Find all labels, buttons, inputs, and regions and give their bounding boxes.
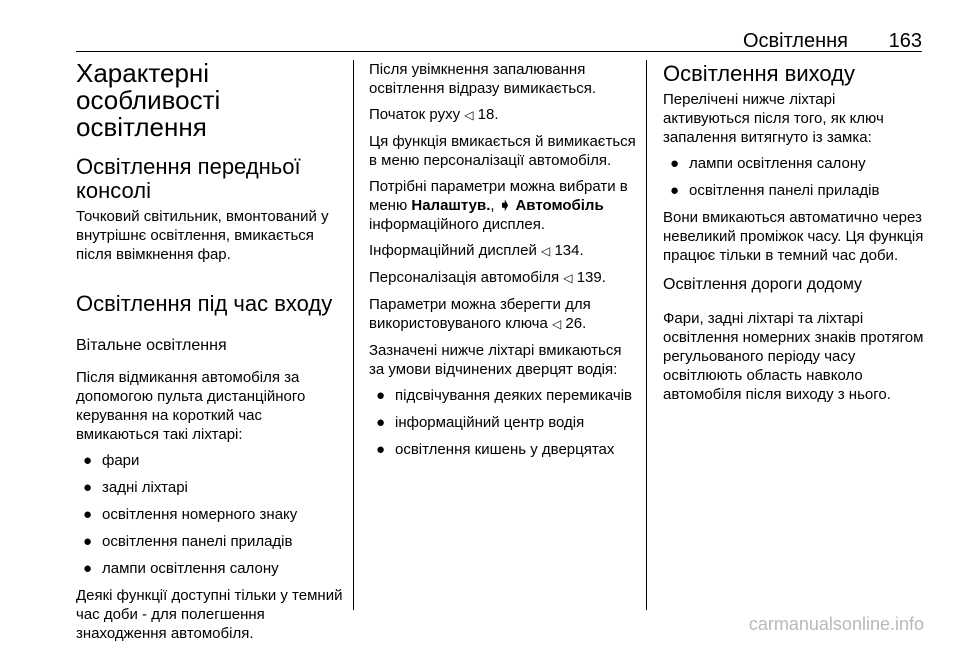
paragraph: Після увімкнення запалювання освітлення відразу вимикається. <box>369 61 596 97</box>
list-item: ● лампи освітлення салону <box>83 560 279 577</box>
bullet-icon: ● <box>376 387 386 404</box>
page-reference[interactable]: 18. <box>477 106 499 123</box>
menu-name: Автомобіль <box>515 197 604 214</box>
reference-arrow-icon: ◁ <box>551 317 562 331</box>
bullet-icon: ● <box>83 560 93 577</box>
heading-front-console: Освітлення передньої консолі <box>76 154 301 203</box>
list-item: ● освітлення номерного знаку <box>83 506 298 523</box>
bullet-list <box>663 154 925 200</box>
column-divider <box>353 60 354 610</box>
page-reference[interactable]: 134. <box>554 242 584 259</box>
watermark: carmanualsonline.info <box>748 614 924 634</box>
bullet-list <box>369 386 637 459</box>
bullet-icon: ● <box>83 506 93 523</box>
bullet-icon: ● <box>376 414 386 431</box>
paragraph: Ця функція вмикається й вимикається в меню персоналізації автомобіля. <box>369 133 636 169</box>
list-item: ● освітлення панелі приладів <box>83 533 293 550</box>
page-header <box>76 30 922 52</box>
paragraph: Інформаційний дисплей ◁ 134. <box>369 242 584 259</box>
paragraph: Деякі функції доступні тільки у темний час доби - для полегшення знаходження автомобіля. <box>76 587 343 642</box>
list-item: ● інформаційний центр водія <box>376 414 585 431</box>
heading-entry-lighting: Освітлення під час входу <box>76 291 333 316</box>
section-title: Характерні особливості освітлення <box>76 58 221 142</box>
bullet-icon: ● <box>670 155 680 172</box>
column-divider <box>646 60 647 610</box>
paragraph: Перелічені нижче ліхтарі активуються після того, як ключ запалення витягнуто із замка: <box>663 91 884 146</box>
bullet-list <box>76 451 346 578</box>
bullet-icon: ● <box>83 479 93 496</box>
bullet-icon: ● <box>83 533 93 550</box>
list-item: ● задні ліхтарі <box>83 479 188 496</box>
column-1 <box>76 60 346 650</box>
header-rule <box>76 51 922 52</box>
list-item: ● освітлення панелі приладів <box>670 182 880 199</box>
list-item: ● лампи освітлення салону <box>670 155 866 172</box>
menu-name: Налаштув. <box>411 197 491 214</box>
column-2 <box>369 60 637 467</box>
list-item: ● підсвічування деяких перемикачів <box>376 387 633 404</box>
heading-way-home-lighting: Освітлення дороги додому <box>663 276 863 293</box>
paragraph: Потрібні параметри можна вибрати в меню Налаштув., ➧ Автомобіль інформаційного дисплея. <box>369 178 628 233</box>
reference-arrow-icon: ◁ <box>541 244 551 258</box>
paragraph: Початок руху ◁ 18. <box>369 106 499 123</box>
paragraph: Параметри можна зберегти для використовуваного ключа ◁ 26. <box>369 296 591 332</box>
paragraph: Точковий світильник, вмонтований у внутрішнє освітлення, вмикається після ввімкнення фар. <box>76 208 329 263</box>
page-reference[interactable]: 139. <box>576 269 606 286</box>
subheading-welcome-lighting: Вітальне освітлення <box>76 337 227 354</box>
list-item: ● фари <box>83 452 140 469</box>
page-number: 163 <box>888 30 922 52</box>
paragraph: Вони вмикаються автоматично через невеликий проміжок часу. Ця функція працює тільки в темний час доби. <box>663 209 924 264</box>
page-reference[interactable]: 26. <box>565 315 587 332</box>
paragraph: Зазначені нижче ліхтарі вмикаються за умови відчинених дверцят водія: <box>369 342 622 378</box>
heading-exit-lighting: Освітлення виходу <box>663 61 855 86</box>
paragraph: Після відмикання автомобіля за допомогою пульта дистанційного керування на короткий час вмикаються такі ліхтарі: <box>76 369 306 443</box>
menu-arrow-icon: ➧ <box>498 197 512 214</box>
bullet-icon: ● <box>376 441 386 458</box>
running-title: Освітлення <box>742 30 848 52</box>
list-item: ● освітлення кишень у дверцятах <box>376 441 615 458</box>
reference-arrow-icon: ◁ <box>563 271 573 285</box>
bullet-icon: ● <box>670 182 680 199</box>
column-3 <box>663 62 925 411</box>
paragraph: Фари, задні ліхтарі та ліхтарі освітлення номерних знаків протягом регульованого періоду часу освітлюють область навколо автомобіля після виходу з нього. <box>663 310 924 403</box>
reference-arrow-icon: ◁ <box>464 108 474 122</box>
paragraph: Персоналізація автомобіля ◁ 139. <box>369 269 606 286</box>
bullet-icon: ● <box>83 452 93 469</box>
